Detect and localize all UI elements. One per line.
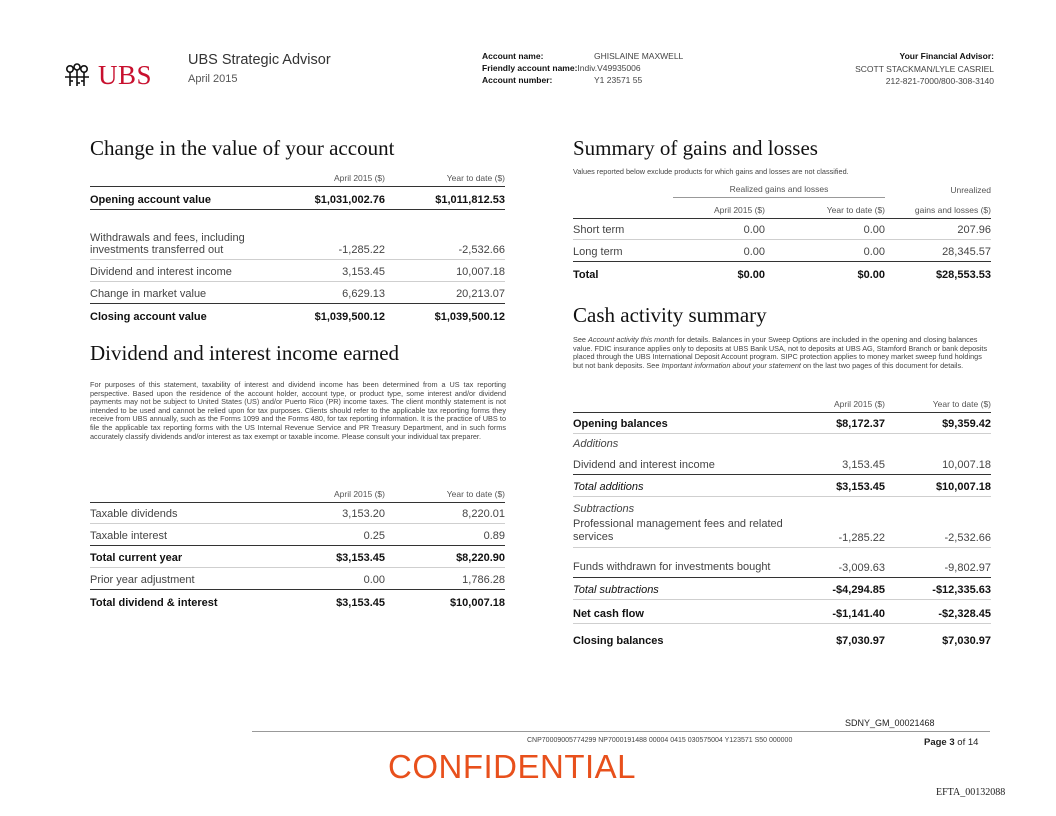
row-value: -1,285.22 [338,244,385,256]
table-row [90,546,505,568]
table-header [573,198,991,218]
row-label: Total dividend & interest [90,597,218,609]
cash-table [573,392,991,650]
footer-divider [252,731,990,732]
table-header [90,170,505,186]
document-title: UBS Strategic Advisor [188,52,331,68]
row-value: 0.89 [483,530,505,542]
change-table [90,170,505,326]
column-header: Year to date ($) [446,489,505,499]
table-row [573,240,991,262]
table-header-group [573,181,991,198]
row-value: $8,220.90 [456,552,505,564]
row-value: 1,786.28 [462,574,505,586]
row-label: Opening account value [90,194,212,206]
row-value: $1,031,002.76 [314,194,385,206]
account-name-label: Account name: [482,51,544,61]
note-link-account-activity: Account activity this month [588,335,675,344]
row-value: 6,629.13 [342,288,385,300]
row-label: Dividend and interest income [573,459,715,471]
row-value: -1,285.22 [838,532,885,544]
column-group-unrealized: Unrealized [950,185,991,195]
row-value: -9,802.97 [944,562,991,574]
table-row [573,412,991,434]
row-value: $3,153.45 [336,597,385,609]
row-value: 0.25 [363,530,385,542]
row-value: 28,345.57 [942,246,991,258]
note-text: on the last two pages of this document for details. [800,360,964,370]
row-value: $7,030.97 [942,635,991,647]
table-row [90,524,505,546]
table-header [90,484,505,502]
row-label: Prior year adjustment [90,574,195,586]
statement-code: CNP70009005774299 NP7000191488 00004 0415 030575004 Y123571 S50 000000 [527,737,793,744]
row-value: 10,007.18 [456,266,505,278]
table-row [90,260,505,282]
row-value: 0.00 [743,246,765,258]
row-label: Opening balances [573,418,668,430]
column-header: April 2015 ($) [833,399,885,409]
table-row [573,453,991,475]
table-row [573,518,991,548]
row-label: Total [573,269,599,281]
gains-section-title: Summary of gains and losses [573,136,818,160]
note-link-important-info: Important information about your statement [661,360,801,370]
row-label: Dividend and interest income [90,266,232,278]
column-header: April 2015 ($) [333,173,385,183]
logo-text: UBS [98,60,153,90]
row-value: 10,007.18 [942,459,991,471]
row-label: Short term [573,224,625,236]
row-label: Subtractions [573,503,635,515]
row-value: $9,359.42 [942,418,991,430]
row-value: -$2,328.45 [938,608,991,620]
table-row [573,434,991,453]
account-number-label: Account number: [482,75,553,85]
column-header: April 2015 ($) [333,489,385,499]
row-value: 3,153.20 [342,508,385,520]
row-value: 3,153.45 [342,266,385,278]
account-name-value: GHISLAINE MAXWELL [594,51,684,61]
row-value: 207.96 [957,224,991,236]
ubs-logo [62,60,152,91]
gains-note: Values reported below exclude products for which gains and losses are not classified. [573,167,849,176]
table-header [573,392,991,412]
row-label: Additions [573,438,619,450]
row-value: 20,213.07 [456,288,505,300]
advisor-phone: 212-821-7000/800-308-3140 [885,76,994,86]
change-section-title: Change in the value of your account [90,136,395,160]
row-label: Withdrawals and fees, including investments transferred out [90,232,245,256]
column-group-realized: Realized gains and losses [673,184,885,198]
row-value: -$12,335.63 [932,584,991,596]
table-row [90,210,505,260]
page-indicator [924,737,978,748]
page-number: 3 [949,737,955,748]
row-value: $10,007.18 [935,481,991,493]
account-info [482,50,683,86]
confidential-stamp: CONFIDENTIAL [388,748,637,785]
row-value: $7,030.97 [836,635,885,647]
row-value: 3,153.45 [842,459,885,471]
table-row [573,497,991,518]
row-value: 0.00 [863,224,885,236]
row-label: Closing balances [573,635,664,647]
dividend-section-title: Dividend and interest income earned [90,341,400,365]
column-header: Year to date ($) [826,205,885,215]
row-value: -2,532.66 [944,532,991,544]
page-total: of 14 [957,737,979,748]
cash-section-title: Cash activity summary [573,303,767,327]
row-value: -3,009.63 [838,562,885,574]
row-value: -$1,141.40 [832,608,885,620]
row-label: Funds withdrawn for investments bought [573,561,771,573]
advisor-name: SCOTT STACKMAN/LYLE CASRIEL [855,63,994,74]
page-label: Page [924,737,947,748]
row-label: Total current year [90,552,183,564]
table-row [90,590,505,612]
document-title-block [188,52,331,85]
table-row [90,304,505,326]
row-value: $1,011,812.53 [435,194,505,206]
note-see: See [573,335,589,344]
row-value: $1,039,500.12 [314,311,385,323]
row-label: Total subtractions [573,584,659,596]
row-value: $3,153.45 [336,552,385,564]
row-value: $8,172.37 [836,418,885,430]
row-value: 0.00 [363,574,385,586]
bates-number: SDNY_GM_00021468 [845,718,935,728]
advisor-info [855,50,994,88]
table-row [573,600,991,624]
row-label: Change in market value [90,288,207,300]
row-label: Total additions [573,481,644,493]
row-label: Taxable interest [90,530,168,542]
friendly-name-label: Friendly account name: [482,63,578,73]
dividend-table [90,484,505,612]
row-label: Taxable dividends [90,508,178,520]
advisor-heading: Your Financial Advisor: [899,51,994,61]
row-label: Long term [573,246,623,258]
row-value: 0.00 [743,224,765,236]
efta-number: EFTA_00132088 [936,787,1006,798]
row-value: $3,153.45 [836,481,885,493]
row-label: Professional management fees and related services [573,518,783,543]
row-value: $10,007.18 [449,597,505,609]
row-value: $0.00 [857,269,885,281]
row-label: Closing account value [90,311,207,323]
tax-disclaimer: For purposes of this statement, taxability of interest and dividend income has been determined from a US tax reporting perspective. Based upon the residence of the account holder, account type, or product type, some interest and/or dividend payments may not be subject to United States (US) and/or Puerto Rico (PR) income taxes. The client monthly statement is not intended to be used and cannot be relied upon for tax purposes. Clients should refer to the applicable tax reporting forms they receive from UBS annually, such as the Forms 1099 and the Forms 480, for tax reporting information. It is the practice of UBS to file the applicable tax reporting forms with the US Internal Revenue Service and PR Treasury Department, and in such forms accurately classify dividends and/or interest as tax exempt or taxable income. Please consult your individual tax preparer. [90,380,506,441]
row-value: -2,532.66 [458,244,505,256]
table-row [573,624,991,650]
column-header: April 2015 ($) [713,205,765,215]
table-row [90,568,505,590]
column-header: gains and losses ($) [914,205,991,215]
note-text: for details. Balances in your Sweep Options are included in the opening and closing balances value. FDIC insurance applies only to deposits at UBS Bank USA, not to deposits at UBS AG, Stamford Branch or bank deposits placed through the UBS International Deposit Account program. SIPC protection applies to money market sweep fund holdings but not bank deposits. See [573,335,988,370]
table-row [573,475,991,497]
row-value: 0.00 [863,246,885,258]
row-value: -$4,294.85 [832,584,885,596]
row-value: $28,553.53 [935,269,991,281]
row-label: Net cash flow [573,608,644,620]
table-row [90,502,505,524]
gains-table [573,181,991,284]
table-row [90,186,505,210]
table-row [573,578,991,600]
account-number-value: Y1 23571 55 [594,75,643,85]
row-value: $0.00 [737,269,765,281]
table-row [573,262,991,284]
keys-icon [62,63,92,89]
row-value: 8,220.01 [462,508,505,520]
column-header: Year to date ($) [446,173,505,183]
row-value: $1,039,500.12 [434,311,505,323]
friendly-name-value: Indiv.V49935006 [577,63,641,73]
table-row [90,282,505,304]
column-header: Year to date ($) [932,399,991,409]
table-row [573,548,991,578]
cash-note [573,336,991,370]
document-period: April 2015 [188,73,238,85]
table-row [573,218,991,240]
